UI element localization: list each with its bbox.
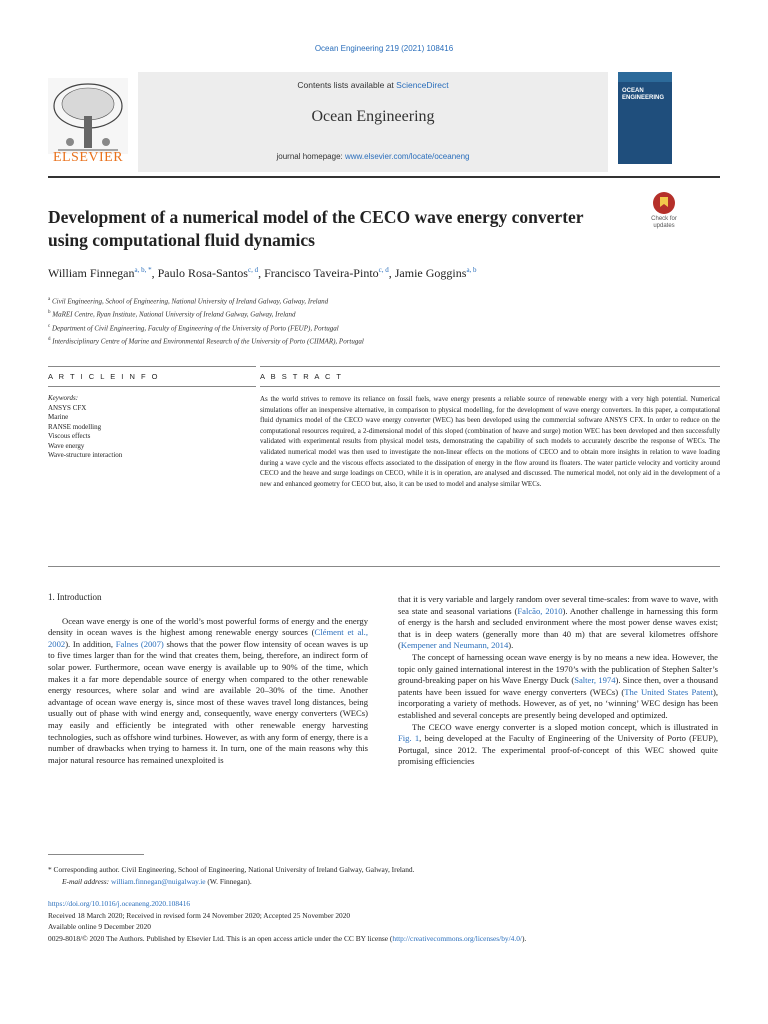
homepage-label: journal homepage: [276, 152, 345, 161]
received-dates: Received 18 March 2020; Received in revised form 24 November 2020; Accepted 25 November 2020 [48, 910, 351, 920]
footnote-corresponding: Corresponding author. Civil Engineering, School of Engineering, National University of Ireland Galway, Galway, Ireland. [51, 865, 415, 874]
masthead-info [138, 72, 608, 172]
author-separator: , [151, 266, 158, 280]
masthead-divider [48, 176, 720, 178]
email-label: E-mail address: [62, 876, 111, 886]
paragraph-text: The CECO wave energy converter is a sloped motion concept, which is illustrated in [412, 721, 718, 732]
affiliation-text: Department of Civil Engineering, Faculty of Engineering of the University of Porto (FEUP), Portugal [50, 323, 339, 332]
affiliation-mark: a [48, 297, 51, 302]
sciencedirect-link[interactable]: ScienceDirect [396, 80, 449, 90]
keyword-item: RANSE modelling [48, 422, 102, 431]
crossmark-text [644, 216, 684, 230]
paragraph-text: that it is very variable and largely random over several time-scales: from wave to wave, with sea state and seasonal variations ( [398, 594, 718, 616]
journal-name: Ocean Engineering [311, 108, 435, 125]
author-name[interactable]: Paulo Rosa-Santos [157, 266, 248, 280]
author-name[interactable]: Francisco Taveira-Pinto [264, 266, 379, 280]
cover-banner [618, 72, 672, 82]
crossmark-line1: Check for [651, 216, 677, 222]
citation-link[interactable]: Salter, 1974 [574, 675, 616, 686]
article-info-rule-2 [48, 386, 256, 387]
paragraph-text: shows that the power flow intensity of ocean waves is up to five times larger than for the wind that creates them, being, therefore, an indirect form of solar power. Furthermore, ocean wave energy is available up to 90% of the time, which makes it a far more dependable source of energy when compared to the other renewable energy resources, where solar and wind are available 20–30% of the time. Another advantage of ocean wave energy is, since most of these waves travel long distances, being usually out of phase with wind energy and, consequently, wave energy converters (WECs) may easily and efficiently be integrated with other renewable energy harvesting technologies, such as offshore wind turbines. However, as with any form of energy, there is a number of drawbacks when trying to harness it. In turn, one of the main reasons why this major natural resource has remained unexploited is [48, 638, 369, 765]
affiliation-item [48, 294, 720, 307]
author-affiliation-marks[interactable]: a, b, * [134, 266, 152, 274]
intro-paragraph-1 [48, 616, 368, 767]
abstract-text: As the world strives to remove its reliance on fossil fuels, wave energy presents a reliable source of renewable energy with a very high potential. Numerical simulations offer an inexpensive alternative, in comparison to physical modelling, for the development of wave energy converters. In this paper, a computational fluid dynamics model of the CECO wave energy converter (WEC) has been developed using the commercial software ANSYS CFX. In order to reduce on the computational resources required, a 2-dimensional model of this sloped (combination of heave and surge) motion WEC has been developed and then successfully validated with experimental results from physical model tests, demonstrating the capability of such models to accurately describe the response of WECs. The validated numerical model was then used to investigate the non-linear effects on the motions of CECO and to obtain more insights in relation to wave loading during a wave cycle and the viscous effects associated to the dissipation of energy in the flow around its floaters. The water particle velocity and vorticity around CECO and the heave and surge loadings on CECO, while it is in operation, are analysed and discussed. The numerical model, not only aid in the development of a new and enhanced geometry for CECO but, also, it can be used to model and analyse similar WECs. [260, 395, 720, 488]
paragraph-text: Ocean wave energy is one of the world’s most powerful forms of energy and the energy density in ocean waves is the highest among renewable energy sources ( [48, 615, 368, 638]
paragraph-text: The concept of harnessing ocean wave energy is by no means a new idea. However, the topic only gained international interest in the 1970’s with the publication of Stephen Salter’s ground-breaking paper on his Wave Energy Duck ( [398, 651, 718, 686]
license-text: 0029-8018/© 2020 The Authors. Published by Elsevier Ltd. This is an open access article under the CC BY license ( [48, 933, 393, 943]
keyword-item: Wave-structure interaction [48, 451, 123, 459]
intro-paragraph-3 [398, 722, 718, 768]
paragraph-text: ). [508, 640, 514, 651]
check-for-updates-badge[interactable] [644, 192, 684, 236]
author-separator: , [258, 266, 265, 280]
affiliation-mark: d [48, 336, 51, 342]
paragraph-text: ), incorporating a variety of methods. However, as of yet, no ‘winning’ WEC design has been established and several concepts are presently being developed and optimized. [398, 686, 718, 720]
citation-link[interactable]: Clément et al., 2002 [48, 627, 368, 649]
doi-link[interactable]: https://doi.org/10.1016/j.oceaneng.2020.108416 [48, 899, 191, 908]
citation-link[interactable]: Fig. 1 [398, 733, 420, 744]
author-affiliation-marks[interactable]: c, d [378, 266, 389, 274]
journal-homepage [138, 152, 608, 161]
author-list [48, 266, 720, 281]
footnote-star: * [48, 865, 52, 874]
paragraph-text: ). Since then, over a thousand patents have been issued for wave energy converters (WECs) ( [398, 675, 718, 697]
publication-info [48, 898, 728, 944]
cover-title [622, 88, 664, 102]
citation-link[interactable]: Kempener and Neumann, 2014 [400, 640, 509, 651]
publisher-name: ELSEVIER [52, 150, 124, 165]
corresponding-author-footnote [48, 864, 720, 887]
keywords-block [48, 394, 248, 461]
email-link[interactable]: william.finnegan@nuigalway.ie [111, 876, 206, 886]
journal-cover-thumbnail[interactable] [618, 72, 672, 164]
author-affiliation-marks[interactable]: c, d [247, 266, 259, 274]
abstract-heading: A B S T R A C T [260, 372, 343, 381]
author-name[interactable]: William Finnegan [48, 266, 135, 280]
abstract-rule-top [260, 366, 720, 367]
abstract-bottom-rule [48, 566, 720, 567]
footnote-email-line [48, 876, 720, 888]
contents-line [138, 80, 608, 90]
paragraph-text: ). Another challenge in harnessing this form of energy is the harsh and secluded environment where the most power dense waves exist; that is in deep waters (generally more than 40 m) that are several kilometres offshore ( [398, 605, 718, 651]
affiliation-text: Interdisciplinary Centre of Marine and Environmental Research of the University of Porto (CIIMAR), Portugal [50, 337, 364, 346]
abstract-rule-2 [260, 386, 720, 387]
keyword-item: Wave energy [48, 441, 85, 450]
contents-prefix: Contents lists available at [297, 80, 397, 90]
crossmark-icon [653, 192, 675, 214]
citation-link[interactable]: Falnes (2007) [115, 638, 164, 649]
email-suffix: (W. Finnegan). [205, 876, 252, 886]
homepage-link[interactable]: www.elsevier.com/locate/oceaneng [344, 152, 470, 161]
journal-masthead [48, 72, 720, 172]
affiliation-list [48, 294, 720, 347]
license-line [48, 933, 728, 945]
affiliation-item [48, 334, 720, 347]
affiliation-item [48, 307, 720, 320]
paragraph-text: ). In addition, [65, 638, 116, 649]
intro-paragraph-1-cont [398, 594, 718, 652]
article-info-rule [48, 366, 256, 367]
keyword-item: ANSYS CFX [48, 403, 87, 412]
journal-reference[interactable]: Ocean Engineering 219 (2021) 108416 [314, 44, 454, 53]
body-column-left [48, 592, 368, 766]
footnote-rule [48, 854, 144, 855]
body-column-right [398, 594, 718, 768]
footnote-line-1 [48, 864, 720, 876]
affiliation-text: Civil Engineering, School of Engineering, National University of Ireland Galway, Galway, Ireland [50, 297, 329, 306]
affiliation-item [48, 321, 720, 334]
license-link[interactable]: http://creativecommons.org/licenses/by/4.0/ [392, 933, 522, 943]
affiliation-mark: c [48, 323, 51, 329]
paragraph-text: , being developed at the Faculty of Engineering of the University of Porto (FEUP), Portugal, since 2012. The experimental proof-of-concept of this WEC showed quite promising efficiencies [398, 733, 719, 767]
cover-title-line2: ENGINEERING [622, 95, 665, 101]
author-affiliation-marks[interactable]: a, b [466, 266, 477, 274]
keywords-list [48, 404, 248, 461]
author-separator: , [388, 266, 395, 280]
keywords-label: Keywords: [48, 394, 79, 402]
crossmark-line2: updates [653, 223, 675, 229]
keyword-item: Marine [48, 413, 69, 421]
license-suffix: ). [521, 933, 527, 943]
intro-paragraph-2 [398, 652, 718, 722]
citation-link[interactable]: The United States Patent [624, 686, 713, 697]
online-date: Available online 9 December 2020 [48, 922, 151, 932]
section-heading: 1. Introduction [48, 592, 102, 602]
affiliation-text: MaREI Centre, Ryan Institute, National University of Ireland Galway, Galway, Ireland [50, 310, 296, 319]
keyword-item: Viscous effects [48, 432, 91, 440]
citation-link[interactable]: Falcão, 2010 [517, 605, 563, 616]
cover-title-line1: OCEAN [622, 88, 644, 94]
affiliation-mark: b [48, 310, 51, 316]
author-name[interactable]: Jamie Goggins [394, 266, 467, 280]
article-title: Development of a numerical model of the CECO wave energy converter using computational fluid dynamics [48, 207, 584, 250]
article-info-heading: A R T I C L E I N F O [48, 372, 160, 381]
